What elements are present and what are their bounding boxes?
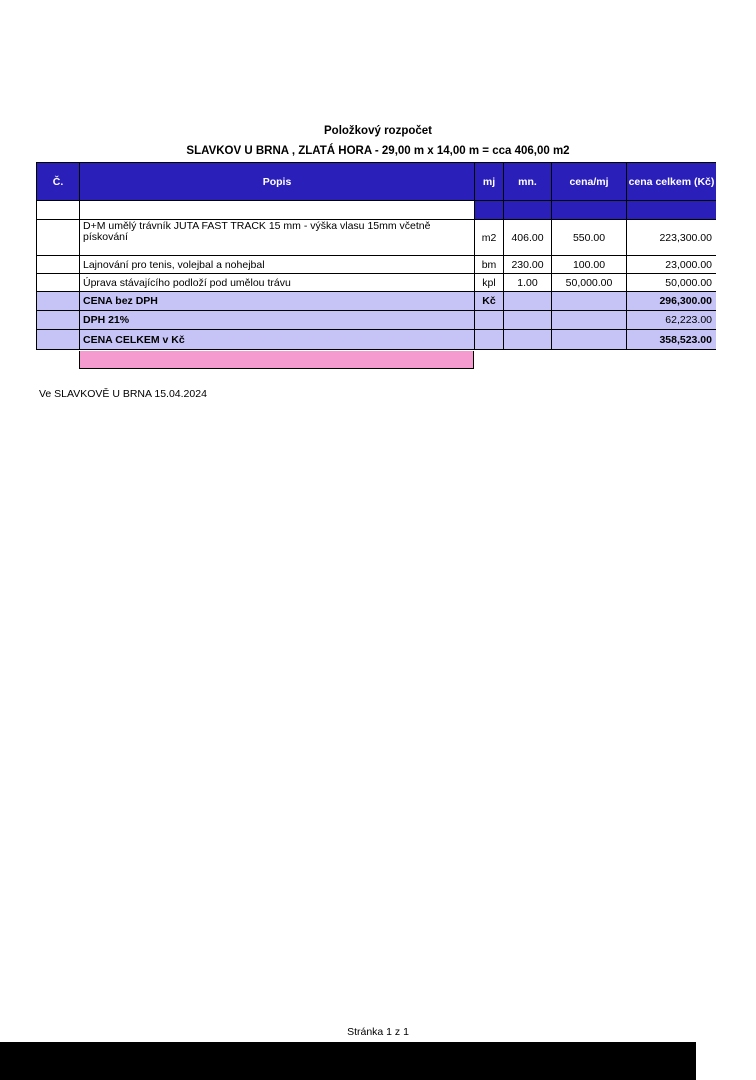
summary-unit [475,311,503,329]
summary-cell [552,292,626,310]
spacer-cell [37,201,79,219]
budget-table [36,162,716,350]
summary-cell [37,311,79,329]
screen-bottom-bar [0,1042,696,1080]
row-unit: m2 [481,231,497,244]
row-unit: kpl [482,276,496,289]
grid-line [503,162,504,350]
grid-line [36,349,716,350]
summary-cell [37,330,79,349]
header-quantity: mn. [504,163,551,200]
header-unit: mj [475,163,503,200]
row-unit-price: 550.00 [572,231,606,244]
summary-label: CENA bez DPH [80,292,474,310]
row-number [37,256,79,273]
spacer-cell [627,201,716,219]
summary-label: CENA CELKEM v Kč [80,330,474,349]
summary-total: 358,523.00 [627,330,716,349]
document-title: Položkový rozpočet [324,125,432,137]
summary-cell [552,330,626,349]
page-number: Stránka 1 z 1 [347,1026,409,1038]
row-quantity: 230.00 [511,258,544,271]
spacer-cell [80,201,474,219]
grid-line [36,329,716,330]
row-number [37,220,79,255]
header-total: cena celkem (Kč) [627,163,716,200]
grid-line [79,162,80,350]
row-unit: bm [481,258,497,271]
grid-line [36,162,37,350]
summary-total: 296,300.00 [627,292,716,310]
grid-line [36,219,716,220]
row-description: Lajnování pro tenis, volejbal a nohejbal [83,258,265,271]
row-total: 23,000.00 [665,258,712,271]
header-unit-price: cena/mj [552,163,626,200]
grid-line [474,162,475,350]
place-date: Ve SLAVKOVĚ U BRNA 15.04.2024 [39,388,207,400]
grid-line [551,162,552,350]
highlight-cell [79,351,474,369]
row-quantity: 1.00 [517,276,538,289]
row-description: Úprava stávajícího podloží pod umělou trávu [83,276,291,289]
row-total: 50,000.00 [665,276,712,289]
spacer-cell [504,201,551,219]
row-description: D+M umělý trávník JUTA FAST TRACK 15 mm - výška vlasu 15mm včetně pískování [83,220,431,243]
grid-line [626,162,627,350]
summary-label: DPH 21% [80,311,474,329]
spacer-cell [552,201,626,219]
spacer-cell [475,201,503,219]
summary-cell [504,292,551,310]
row-unit-price: 100.00 [572,258,606,271]
grid-line [36,291,716,292]
header-description: Popis [80,163,474,200]
row-quantity: 406.00 [511,231,544,244]
summary-cell [552,311,626,329]
header-no: Č. [37,163,79,200]
grid-line [36,255,716,256]
grid-line [36,310,716,311]
summary-unit: Kč [475,292,503,310]
grid-line [36,273,716,274]
summary-total: 62,223.00 [627,311,716,329]
summary-unit [475,330,503,349]
document-subtitle: SLAVKOV U BRNA , ZLATÁ HORA - 29,00 m x 14,00 m = cca 406,00 m2 [186,145,570,157]
summary-cell [37,292,79,310]
summary-cell [504,311,551,329]
grid-line [36,200,716,201]
row-total: 223,300.00 [659,231,712,244]
row-number [37,274,79,291]
grid-line [36,162,716,163]
row-unit-price: 50,000.00 [565,276,613,289]
summary-cell [504,330,551,349]
